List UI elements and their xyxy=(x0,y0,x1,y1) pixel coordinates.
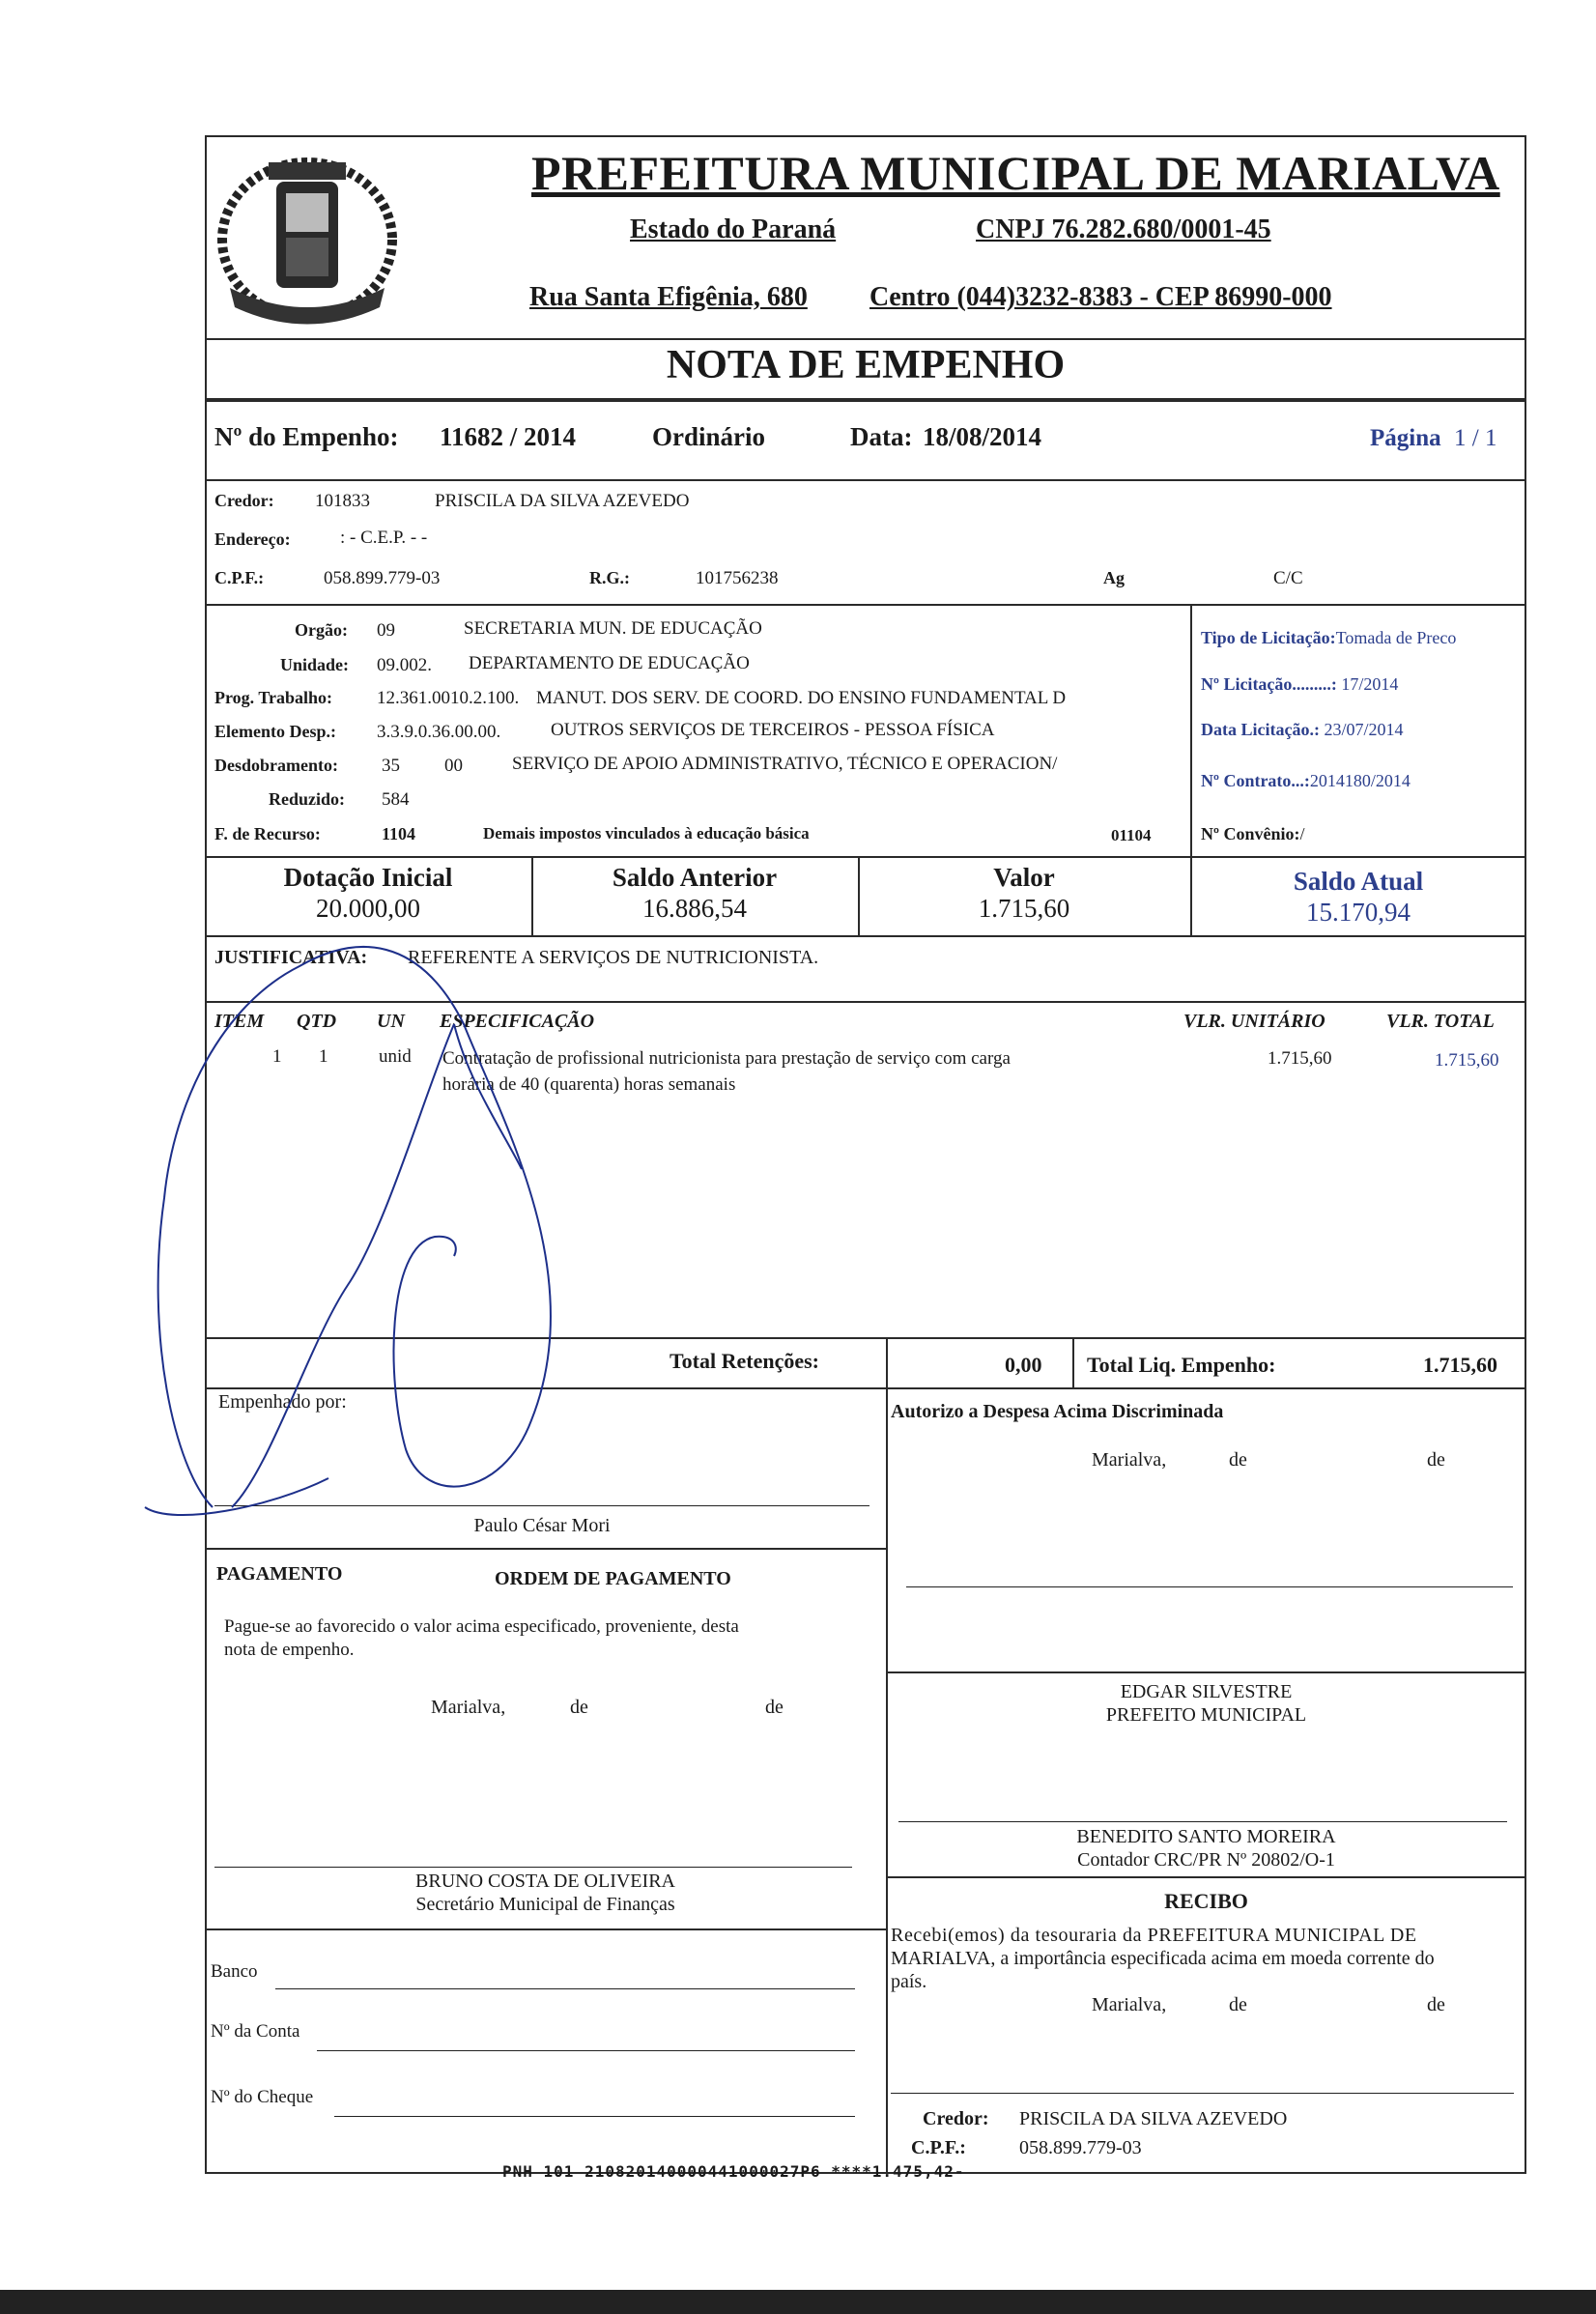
divider xyxy=(205,604,1526,606)
pagamento-label: PAGAMENTO xyxy=(216,1563,343,1585)
empenho-number-label: Nº do Empenho: xyxy=(214,422,399,451)
row-vlr-unitario: 1.715,60 xyxy=(1268,1048,1332,1069)
recibo-cpf: 058.899.779-03 xyxy=(1019,2137,1142,2158)
coat-of-arms-icon xyxy=(211,143,404,336)
empenho-date: 18/08/2014 xyxy=(923,422,1042,451)
divider xyxy=(205,1548,886,1550)
municipality-title: PREFEITURA MUNICIPAL DE MARIALVA xyxy=(531,146,1500,200)
row-espec-line2: horária de 40 (quarenta) horas semanais xyxy=(442,1074,736,1095)
licitacao-date xyxy=(1201,720,1403,740)
licitacao-date-label: Data Licitação.: xyxy=(1201,720,1320,739)
justificativa-label: JUSTIFICATIVA: xyxy=(214,947,368,968)
dotacao-label: Dotação Inicial xyxy=(283,863,453,892)
elemento-code: 3.3.9.0.36.00.00. xyxy=(377,722,501,742)
prog-code: 12.361.0010.2.100. xyxy=(377,688,520,708)
prog-label: Prog. Trabalho: xyxy=(214,688,333,707)
rg: 101756238 xyxy=(696,568,779,588)
justificativa-text: REFERENTE A SERVIÇOS DE NUTRICIONISTA. xyxy=(408,947,819,968)
empenho-date-label: Data: xyxy=(850,422,913,451)
licitacao-number xyxy=(1201,674,1398,695)
handwritten-signature xyxy=(135,928,638,1527)
autorizo-de2: de xyxy=(1427,1449,1445,1471)
banco-label: Banco xyxy=(211,1961,258,1982)
desdobramento-name: SERVIÇO DE APOIO ADMINISTRATIVO, TÉCNICO E OPERACION/ xyxy=(512,754,1058,774)
divider xyxy=(205,398,1526,402)
cpf: 058.899.779-03 xyxy=(324,568,441,588)
desdobramento-sub: 00 xyxy=(444,756,463,776)
convenio-label: Nº Convênio: xyxy=(1201,824,1300,843)
cheque-label: Nº do Cheque xyxy=(211,2087,314,2107)
convenio xyxy=(1201,824,1304,844)
valor-value: 1.715,60 xyxy=(978,894,1070,923)
fonte-code: 1104 xyxy=(382,824,416,843)
col-qtd: QTD xyxy=(297,1011,337,1032)
autorizo-de1: de xyxy=(1229,1449,1247,1471)
secretario-title: Secretário Municipal de Finanças xyxy=(415,1894,675,1915)
unidade-code: 09.002. xyxy=(377,655,432,675)
saldo-atual-value: 15.170,94 xyxy=(1306,898,1411,927)
signature-line xyxy=(898,1821,1507,1822)
banco-field[interactable] xyxy=(275,1988,855,1989)
cheque-field[interactable] xyxy=(334,2116,855,2117)
unidade-name: DEPARTAMENTO DE EDUCAÇÃO xyxy=(469,653,750,673)
row-un: unid xyxy=(379,1046,412,1067)
contrato-label: Nº Contrato...: xyxy=(1201,771,1310,790)
row-vlr-total: 1.715,60 xyxy=(1435,1050,1499,1071)
conta-label: Nº da Conta xyxy=(211,2021,300,2042)
recibo-place: Marialva, xyxy=(1092,1994,1167,2015)
pagamento-text-line2: nota de empenho. xyxy=(224,1640,355,1660)
prefeito-title: PREFEITO MUNICIPAL xyxy=(1105,1704,1307,1726)
divider xyxy=(886,1671,1526,1673)
col-vlr-unitario: VLR. UNITÁRIO xyxy=(1183,1011,1325,1032)
pagamento-text-line1: Pague-se ao favorecido o valor acima especificado, proveniente, desta xyxy=(224,1616,739,1637)
col-un: UN xyxy=(377,1011,405,1032)
credor-code: 101833 xyxy=(315,491,370,511)
secretario-name: BRUNO COSTA DE OLIVEIRA xyxy=(415,1871,675,1892)
autorizo-place: Marialva, xyxy=(1092,1449,1167,1471)
document-title: NOTA DE EMPENHO xyxy=(666,343,1066,387)
desdobramento-code: 35 xyxy=(382,756,400,776)
reduzido-label: Reduzido: xyxy=(269,789,346,809)
cc-label: C/C xyxy=(1273,568,1303,588)
row-item: 1 xyxy=(272,1046,282,1067)
endereco-label: Endereço: xyxy=(214,529,291,549)
licitacao-number-label: Nº Licitação.........: xyxy=(1201,674,1337,694)
ordem-pagamento-label: ORDEM DE PAGAMENTO xyxy=(495,1568,731,1589)
divider xyxy=(1190,604,1192,857)
recibo-de1: de xyxy=(1229,1994,1247,2015)
divider xyxy=(205,1928,886,1930)
divider xyxy=(205,479,1526,481)
signature-line xyxy=(891,2093,1514,2094)
recibo-credor-label: Credor: xyxy=(923,2108,989,2129)
rg-label: R.G.: xyxy=(589,568,630,587)
licitacao-type-label: Tipo de Licitação: xyxy=(1201,628,1336,647)
recibo-de2: de xyxy=(1427,1994,1445,2015)
pagamento-de2: de xyxy=(765,1697,784,1718)
fonte-label: F. de Recurso: xyxy=(214,824,321,843)
empenho-number: 11682 / 2014 xyxy=(440,422,577,451)
autorizo-text: Autorizo a Despesa Acima Discriminada xyxy=(891,1401,1224,1422)
dotacao-value: 20.000,00 xyxy=(316,894,420,923)
col-vlr-total: VLR. TOTAL xyxy=(1386,1011,1495,1032)
contrato-value: 2014180/2014 xyxy=(1309,771,1411,790)
fonte-name: Demais impostos vinculados à educação básica xyxy=(483,824,810,843)
barcode-text: PNH 101 210820140000441000027P6 ****1.475,42- xyxy=(502,2162,965,2181)
pagamento-de1: de xyxy=(570,1697,588,1718)
fonte-number: 01104 xyxy=(1111,826,1152,844)
empenhado-name: Paulo César Mori xyxy=(473,1515,611,1536)
cnpj: CNPJ 76.282.680/0001-45 xyxy=(976,214,1271,244)
valor-label: Valor xyxy=(993,863,1055,892)
divider xyxy=(205,338,1526,340)
licitacao-number-value: 17/2014 xyxy=(1341,674,1399,694)
orgao-name: SECRETARIA MUN. DE EDUCAÇÃO xyxy=(464,618,762,639)
recibo-credor: PRISCILA DA SILVA AZEVEDO xyxy=(1019,2108,1288,2129)
col-especificacao: ESPECIFICAÇÃO xyxy=(440,1011,595,1032)
divider xyxy=(886,1337,888,1387)
licitacao-type xyxy=(1201,628,1456,648)
recibo-title: RECIBO xyxy=(1164,1889,1248,1913)
state-name: Estado do Paraná xyxy=(630,214,837,244)
retencoes-label: Total Retenções: xyxy=(670,1349,819,1373)
saldo-atual-label: Saldo Atual xyxy=(1293,867,1424,896)
empenho-type: Ordinário xyxy=(652,422,766,451)
ag-label: Ag xyxy=(1103,568,1125,587)
divider xyxy=(886,1387,888,2174)
liq-value: 1.715,60 xyxy=(1423,1353,1497,1377)
divider xyxy=(886,1876,1526,1878)
empenhado-label: Empenhado por: xyxy=(218,1391,347,1413)
page-label: Página xyxy=(1370,425,1441,451)
liq-label: Total Liq. Empenho: xyxy=(1087,1353,1276,1377)
scan-shadow xyxy=(0,2290,1596,2314)
saldo-anterior-value: 16.886,54 xyxy=(642,894,747,923)
divider xyxy=(205,856,1526,858)
contador-title: Contador CRC/PR Nº 20802/O-1 xyxy=(1077,1849,1335,1871)
saldo-anterior-label: Saldo Anterior xyxy=(612,863,778,892)
licitacao-date-value: 23/07/2014 xyxy=(1324,720,1404,739)
col-item: ITEM xyxy=(214,1011,265,1032)
reduzido-code: 584 xyxy=(382,789,410,810)
prefeito-name: EDGAR SILVESTRE xyxy=(1120,1681,1293,1702)
signature-line xyxy=(214,1867,852,1868)
recibo-text-line3: país. xyxy=(891,1971,927,1992)
recibo-text-line1: Recebi(emos) da tesouraria da PREFEITURA MUNICIPAL DE xyxy=(891,1925,1417,1946)
retencoes-value: 0,00 xyxy=(1005,1353,1042,1377)
endereco: : - C.E.P. - - xyxy=(340,528,428,548)
contrato xyxy=(1201,771,1411,791)
contact-info: Centro (044)3232-8383 - CEP 86990-000 xyxy=(869,282,1332,312)
desdobramento-label: Desdobramento: xyxy=(214,756,338,775)
cpf-label: C.P.F.: xyxy=(214,568,265,587)
credor-name: PRISCILA DA SILVA AZEVEDO xyxy=(435,491,690,511)
divider xyxy=(1072,1337,1074,1387)
recibo-text-line2: MARIALVA, a importância especificada acima em moeda corrente do xyxy=(891,1948,1435,1969)
address: Rua Santa Efigênia, 680 xyxy=(529,282,808,312)
elemento-label: Elemento Desp.: xyxy=(214,722,336,741)
orgao-code: 09 xyxy=(377,620,395,641)
contador-name: BENEDITO SANTO MOREIRA xyxy=(1076,1826,1336,1847)
elemento-name: OUTROS SERVIÇOS DE TERCEIROS - PESSOA FÍSICA xyxy=(551,720,995,740)
unidade-label: Unidade: xyxy=(280,655,350,674)
row-espec-line1: Contratação de profissional nutricionista para prestação de serviço com carga xyxy=(442,1048,1011,1069)
prog-name: MANUT. DOS SERV. DE COORD. DO ENSINO FUNDAMENTAL D xyxy=(536,688,1067,708)
recibo-cpf-label: C.P.F.: xyxy=(911,2137,966,2158)
credor-label: Credor: xyxy=(214,491,274,510)
page-number: 1 / 1 xyxy=(1454,425,1497,451)
pagamento-place: Marialva, xyxy=(431,1697,506,1718)
signature-line xyxy=(906,1586,1513,1587)
licitacao-type-value: Tomada de Preco xyxy=(1335,628,1457,647)
row-qtd: 1 xyxy=(319,1046,328,1067)
conta-field[interactable] xyxy=(317,2050,855,2051)
convenio-value: / xyxy=(1299,824,1305,843)
orgao-label: Orgão: xyxy=(295,620,348,640)
